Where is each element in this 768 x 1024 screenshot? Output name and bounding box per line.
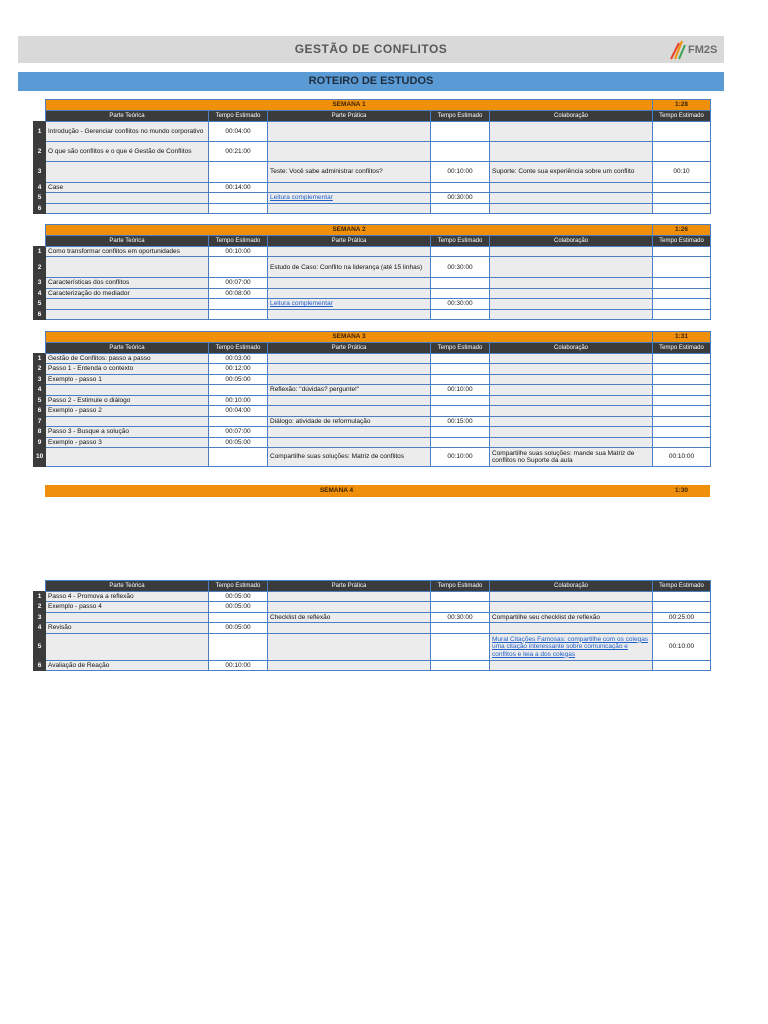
theory-time-cell: 00:08:00	[209, 288, 268, 298]
practice-cell	[268, 395, 431, 405]
practice-cell	[268, 247, 431, 257]
table-row	[34, 162, 711, 183]
row-number: 3	[34, 374, 46, 384]
practice-time-cell: 00:30:00	[431, 193, 490, 203]
row-number: 1	[34, 247, 46, 257]
theory-time-cell: 00:03:00	[209, 354, 268, 364]
row-number: 3	[34, 278, 46, 288]
collab-time-cell	[653, 395, 711, 405]
column-header: Tempo Estimado	[209, 343, 268, 354]
week-label: SEMANA 1	[46, 100, 653, 111]
column-header: Tempo Estimado	[653, 111, 711, 122]
theory-time-cell	[209, 309, 268, 319]
practice-cell	[268, 623, 431, 633]
theory-cell	[46, 193, 209, 203]
collab-cell	[490, 406, 653, 416]
collab-time-cell	[653, 416, 711, 426]
practice-cell: Estudo de Caso: Conflito na liderança (até 15 linhas)	[268, 257, 431, 278]
row-number: 3	[34, 612, 46, 622]
practice-time-cell	[431, 602, 490, 612]
practice-cell: Compartilhe suas soluções: Matriz de conflitos	[268, 448, 431, 467]
theory-cell: Introdução - Gerenciar conflitos no mundo corporativo	[46, 122, 209, 142]
practice-cell	[268, 364, 431, 374]
column-header-row	[34, 581, 711, 592]
practice-time-cell	[431, 183, 490, 193]
practice-cell	[268, 203, 431, 213]
collab-time-cell	[653, 602, 711, 612]
collab-cell	[490, 437, 653, 447]
row-number: 8	[34, 427, 46, 437]
week-label: SEMANA 2	[46, 225, 653, 236]
practice-time-cell	[431, 660, 490, 670]
theory-cell: Revisão	[46, 623, 209, 633]
theory-cell: Caracterização do mediador	[46, 288, 209, 298]
collab-time-cell	[653, 623, 711, 633]
practice-time-cell: 00:30:00	[431, 257, 490, 278]
collab-time-cell	[653, 437, 711, 447]
theory-time-cell: 00:21:00	[209, 142, 268, 162]
collab-time-cell: 00:10:00	[653, 633, 711, 660]
table-row	[34, 257, 711, 278]
column-header: Tempo Estimado	[431, 581, 490, 592]
theory-time-cell	[209, 193, 268, 203]
collab-cell	[490, 385, 653, 395]
practice-cell: Teste: Você sabe administrar conflitos?	[268, 162, 431, 183]
week4-label: SEMANA 4	[319, 487, 354, 494]
practice-cell	[268, 592, 431, 602]
collab-time-cell	[653, 247, 711, 257]
collab-cell	[490, 602, 653, 612]
theory-time-cell	[209, 633, 268, 660]
row-number: 10	[34, 448, 46, 467]
table-row	[34, 247, 711, 257]
practice-cell	[268, 142, 431, 162]
column-header: Parte Prática	[268, 343, 431, 354]
theory-time-cell	[209, 203, 268, 213]
table-row	[34, 354, 711, 364]
collab-cell	[490, 203, 653, 213]
practice-cell[interactable]	[268, 193, 431, 203]
practice-cell: Checklist de reflexão	[268, 612, 431, 622]
section-title: ROTEIRO DE ESTUDOS	[308, 75, 434, 87]
collab-cell	[490, 122, 653, 142]
theory-cell	[46, 416, 209, 426]
theory-cell: Exemplo - passo 4	[46, 602, 209, 612]
practice-cell	[268, 602, 431, 612]
column-header: Tempo Estimado	[431, 343, 490, 354]
table-row	[34, 416, 711, 426]
practice-time-cell	[431, 122, 490, 142]
week4-banner	[45, 485, 710, 497]
theory-cell	[46, 257, 209, 278]
collab-cell	[490, 364, 653, 374]
header-spacer	[34, 236, 46, 247]
practice-cell	[268, 437, 431, 447]
collab-time-cell	[653, 354, 711, 364]
theory-time-cell	[209, 416, 268, 426]
row-number: 5	[34, 395, 46, 405]
practice-time-cell	[431, 633, 490, 660]
table-row	[34, 592, 711, 602]
theory-time-cell: 00:04:00	[209, 122, 268, 142]
row-number: 2	[34, 364, 46, 374]
theory-time-cell	[209, 257, 268, 278]
logo-text: FM2S	[688, 44, 718, 56]
practice-time-cell	[431, 288, 490, 298]
column-header: Colaboração	[490, 111, 653, 122]
column-header: Tempo Estimado	[209, 581, 268, 592]
collab-time-cell	[653, 660, 711, 670]
practice-cell	[268, 278, 431, 288]
table-row	[34, 183, 711, 193]
collab-time-cell	[653, 309, 711, 319]
collab-time-cell	[653, 278, 711, 288]
row-number: 5	[34, 633, 46, 660]
row-number: 6	[34, 660, 46, 670]
collab-cell	[490, 354, 653, 364]
collab-time-cell	[653, 122, 711, 142]
theory-cell: Passo 4 - Promova a reflexão	[46, 592, 209, 602]
week-time: 1:28	[653, 100, 711, 111]
row-number: 6	[34, 406, 46, 416]
practice-cell	[268, 427, 431, 437]
collab-cell	[490, 395, 653, 405]
table-row	[34, 406, 711, 416]
collab-time-cell	[653, 364, 711, 374]
collab-cell	[490, 427, 653, 437]
collab-time-cell	[653, 406, 711, 416]
theory-cell	[46, 203, 209, 213]
collab-time-cell	[653, 385, 711, 395]
table-row	[34, 299, 711, 309]
week-time: 1:31	[653, 332, 711, 343]
theory-time-cell: 00:14:00	[209, 183, 268, 193]
theory-time-cell: 00:10:00	[209, 247, 268, 257]
practice-cell	[268, 633, 431, 660]
row-number: 5	[34, 299, 46, 309]
collab-time-cell: 00:10	[653, 162, 711, 183]
collab-cell	[490, 278, 653, 288]
theory-time-cell: 00:10:00	[209, 660, 268, 670]
practice-time-cell: 00:30:00	[431, 612, 490, 622]
week-table	[33, 331, 711, 467]
table-row	[34, 633, 711, 660]
theory-cell: Exemplo - passo 2	[46, 406, 209, 416]
week-table	[33, 224, 711, 320]
table-row	[34, 437, 711, 447]
week-header-row	[34, 225, 711, 236]
table-row	[34, 385, 711, 395]
theory-cell	[46, 309, 209, 319]
theory-cell: Case	[46, 183, 209, 193]
collab-cell	[490, 247, 653, 257]
theory-cell	[46, 299, 209, 309]
column-header: Parte Teórica	[46, 111, 209, 122]
header-spacer	[34, 100, 46, 111]
collab-cell	[490, 592, 653, 602]
collab-time-cell	[653, 592, 711, 602]
week-table	[33, 99, 711, 214]
row-number: 1	[34, 122, 46, 142]
theory-cell	[46, 612, 209, 622]
collab-time-cell	[653, 257, 711, 278]
collab-cell	[490, 257, 653, 278]
column-header: Tempo Estimado	[209, 111, 268, 122]
header-spacer	[34, 343, 46, 354]
collab-cell[interactable]	[490, 633, 653, 660]
practice-time-cell	[431, 278, 490, 288]
week-header-row	[34, 100, 711, 111]
column-header: Parte Prática	[268, 236, 431, 247]
collab-cell: Compartilhe suas soluções: mande sua Matriz de conflitos no Suporte da aula	[490, 448, 653, 467]
row-number: 7	[34, 416, 46, 426]
week4-time: 1:30	[674, 487, 688, 494]
theory-time-cell	[209, 162, 268, 183]
theory-cell	[46, 633, 209, 660]
column-header: Colaboração	[490, 343, 653, 354]
table-row	[34, 602, 711, 612]
practice-time-cell	[431, 406, 490, 416]
row-number: 6	[34, 309, 46, 319]
practice-cell	[268, 354, 431, 364]
collab-time-cell	[653, 203, 711, 213]
practice-time-cell	[431, 592, 490, 602]
page-title: GESTÃO DE CONFLITOS	[294, 42, 448, 56]
practice-cell: Reflexão: "dúvidas? pergunte!"	[268, 385, 431, 395]
theory-time-cell: 00:10:00	[209, 395, 268, 405]
practice-time-cell: 00:10:00	[431, 162, 490, 183]
practice-time-cell: 00:30:00	[431, 299, 490, 309]
column-header: Colaboração	[490, 236, 653, 247]
practice-cell[interactable]	[268, 299, 431, 309]
table-row	[34, 395, 711, 405]
row-number: 9	[34, 437, 46, 447]
theory-cell	[46, 385, 209, 395]
table-row	[34, 193, 711, 203]
practice-time-cell: 00:10:00	[431, 448, 490, 467]
theory-cell: Passo 2 - Estimule o diálogo	[46, 395, 209, 405]
theory-time-cell: 00:05:00	[209, 592, 268, 602]
table-row	[34, 122, 711, 142]
collab-time-cell	[653, 183, 711, 193]
practice-time-cell	[431, 247, 490, 257]
collab-cell	[490, 183, 653, 193]
column-header: Tempo Estimado	[431, 236, 490, 247]
practice-cell	[268, 183, 431, 193]
theory-cell: Passo 1 - Entenda o contexto	[46, 364, 209, 374]
theory-time-cell: 00:05:00	[209, 623, 268, 633]
column-header: Tempo Estimado	[653, 236, 711, 247]
collab-cell	[490, 416, 653, 426]
collab-cell	[490, 299, 653, 309]
row-number: 5	[34, 193, 46, 203]
table-row	[34, 278, 711, 288]
collab-cell	[490, 288, 653, 298]
theory-time-cell: 00:05:00	[209, 374, 268, 384]
practice-time-cell	[431, 437, 490, 447]
practice-time-cell: 00:10:00	[431, 385, 490, 395]
practice-cell	[268, 309, 431, 319]
practice-cell	[268, 122, 431, 142]
column-header: Tempo Estimado	[209, 236, 268, 247]
collab-cell	[490, 660, 653, 670]
collab-time-cell	[653, 288, 711, 298]
practice-cell: Diálogo: atividade de reformulação	[268, 416, 431, 426]
practice-cell	[268, 374, 431, 384]
practice-time-cell	[431, 364, 490, 374]
table-row	[34, 374, 711, 384]
header-spacer	[34, 225, 46, 236]
collab-time-cell: 00:10:00	[653, 448, 711, 467]
practice-time-cell	[431, 142, 490, 162]
collab-time-cell: 00:25:00	[653, 612, 711, 622]
collab-cell	[490, 374, 653, 384]
theory-time-cell: 00:12:00	[209, 364, 268, 374]
column-header: Colaboração	[490, 581, 653, 592]
row-number: 2	[34, 257, 46, 278]
column-header: Parte Prática	[268, 581, 431, 592]
collab-time-cell	[653, 142, 711, 162]
collab-time-cell	[653, 374, 711, 384]
table-row	[34, 427, 711, 437]
collab-time-cell	[653, 299, 711, 309]
theory-time-cell: 00:05:00	[209, 437, 268, 447]
theory-time-cell: 00:05:00	[209, 602, 268, 612]
theory-cell	[46, 162, 209, 183]
theory-time-cell	[209, 385, 268, 395]
page-header	[18, 36, 724, 63]
reading-link[interactable]: Leitura complementar	[270, 300, 333, 308]
practice-time-cell	[431, 374, 490, 384]
row-number: 2	[34, 602, 46, 612]
week4-table	[33, 580, 711, 671]
practice-time-cell	[431, 309, 490, 319]
column-header: Parte Teórica	[46, 236, 209, 247]
column-header: Parte Teórica	[46, 343, 209, 354]
column-header: Tempo Estimado	[653, 581, 711, 592]
practice-time-cell	[431, 427, 490, 437]
column-header: Tempo Estimado	[431, 111, 490, 122]
practice-time-cell	[431, 354, 490, 364]
theory-cell: Exemplo - passo 3	[46, 437, 209, 447]
table-row	[34, 203, 711, 213]
row-number: 6	[34, 203, 46, 213]
practice-cell	[268, 288, 431, 298]
theory-time-cell: 00:04:00	[209, 406, 268, 416]
reading-link[interactable]: Leitura complementar	[270, 194, 333, 202]
week-header-row	[34, 332, 711, 343]
section-header	[18, 72, 724, 91]
collab-time-cell	[653, 193, 711, 203]
practice-time-cell: 00:15:00	[431, 416, 490, 426]
theory-time-cell	[209, 612, 268, 622]
collab-cell	[490, 193, 653, 203]
theory-cell: Avaliação de Reação	[46, 660, 209, 670]
table-row	[34, 612, 711, 622]
row-number: 3	[34, 162, 46, 183]
theory-cell: Passo 3 - Busque a solução	[46, 427, 209, 437]
header-spacer	[34, 581, 46, 592]
theory-cell: Exemplo - passo 1	[46, 374, 209, 384]
collab-cell	[490, 623, 653, 633]
theory-time-cell: 00:07:00	[209, 278, 268, 288]
theory-time-cell	[209, 299, 268, 309]
column-header-row	[34, 111, 711, 122]
collab-cell: Compartilhe seu checklist de reflexão	[490, 612, 653, 622]
row-number: 4	[34, 288, 46, 298]
table-row	[34, 309, 711, 319]
collab-cell	[490, 309, 653, 319]
column-header: Parte Teórica	[46, 581, 209, 592]
theory-cell: O que são conflitos e o que é Gestão de Conflitos	[46, 142, 209, 162]
table-row	[34, 660, 711, 670]
collab-cell	[490, 142, 653, 162]
theory-time-cell	[209, 448, 268, 467]
collab-time-cell	[653, 427, 711, 437]
column-header: Parte Prática	[268, 111, 431, 122]
table-row	[34, 288, 711, 298]
column-header-row	[34, 236, 711, 247]
row-number: 4	[34, 183, 46, 193]
practice-time-cell	[431, 623, 490, 633]
theory-cell	[46, 448, 209, 467]
logo-mark-icon	[668, 37, 690, 61]
theory-cell: Gestão de Conflitos: passo a passo	[46, 354, 209, 364]
header-spacer	[34, 332, 46, 343]
column-header: Tempo Estimado	[653, 343, 711, 354]
table-row	[34, 142, 711, 162]
theory-cell: Características dos conflitos	[46, 278, 209, 288]
table-row	[34, 364, 711, 374]
practice-cell	[268, 660, 431, 670]
row-number: 4	[34, 623, 46, 633]
practice-cell	[268, 406, 431, 416]
table-row	[34, 448, 711, 467]
header-spacer	[34, 111, 46, 122]
collab-cell: Suporte: Conte sua experiência sobre um conflito	[490, 162, 653, 183]
week-time: 1:26	[653, 225, 711, 236]
theory-cell: Como transformar conflitos em oportunidades	[46, 247, 209, 257]
practice-time-cell	[431, 395, 490, 405]
row-number: 4	[34, 385, 46, 395]
table-row	[34, 623, 711, 633]
row-number: 1	[34, 354, 46, 364]
row-number: 2	[34, 142, 46, 162]
theory-time-cell: 00:07:00	[209, 427, 268, 437]
row-number: 1	[34, 592, 46, 602]
column-header-row	[34, 343, 711, 354]
brand-logo	[668, 37, 718, 62]
practice-time-cell	[431, 203, 490, 213]
week-label: SEMANA 3	[46, 332, 653, 343]
forum-link[interactable]: Mural Citações Famosas: compartilhe com os colegas uma citação interessante sobre comunicação e conflitos e leia a dos colegas	[492, 635, 649, 658]
